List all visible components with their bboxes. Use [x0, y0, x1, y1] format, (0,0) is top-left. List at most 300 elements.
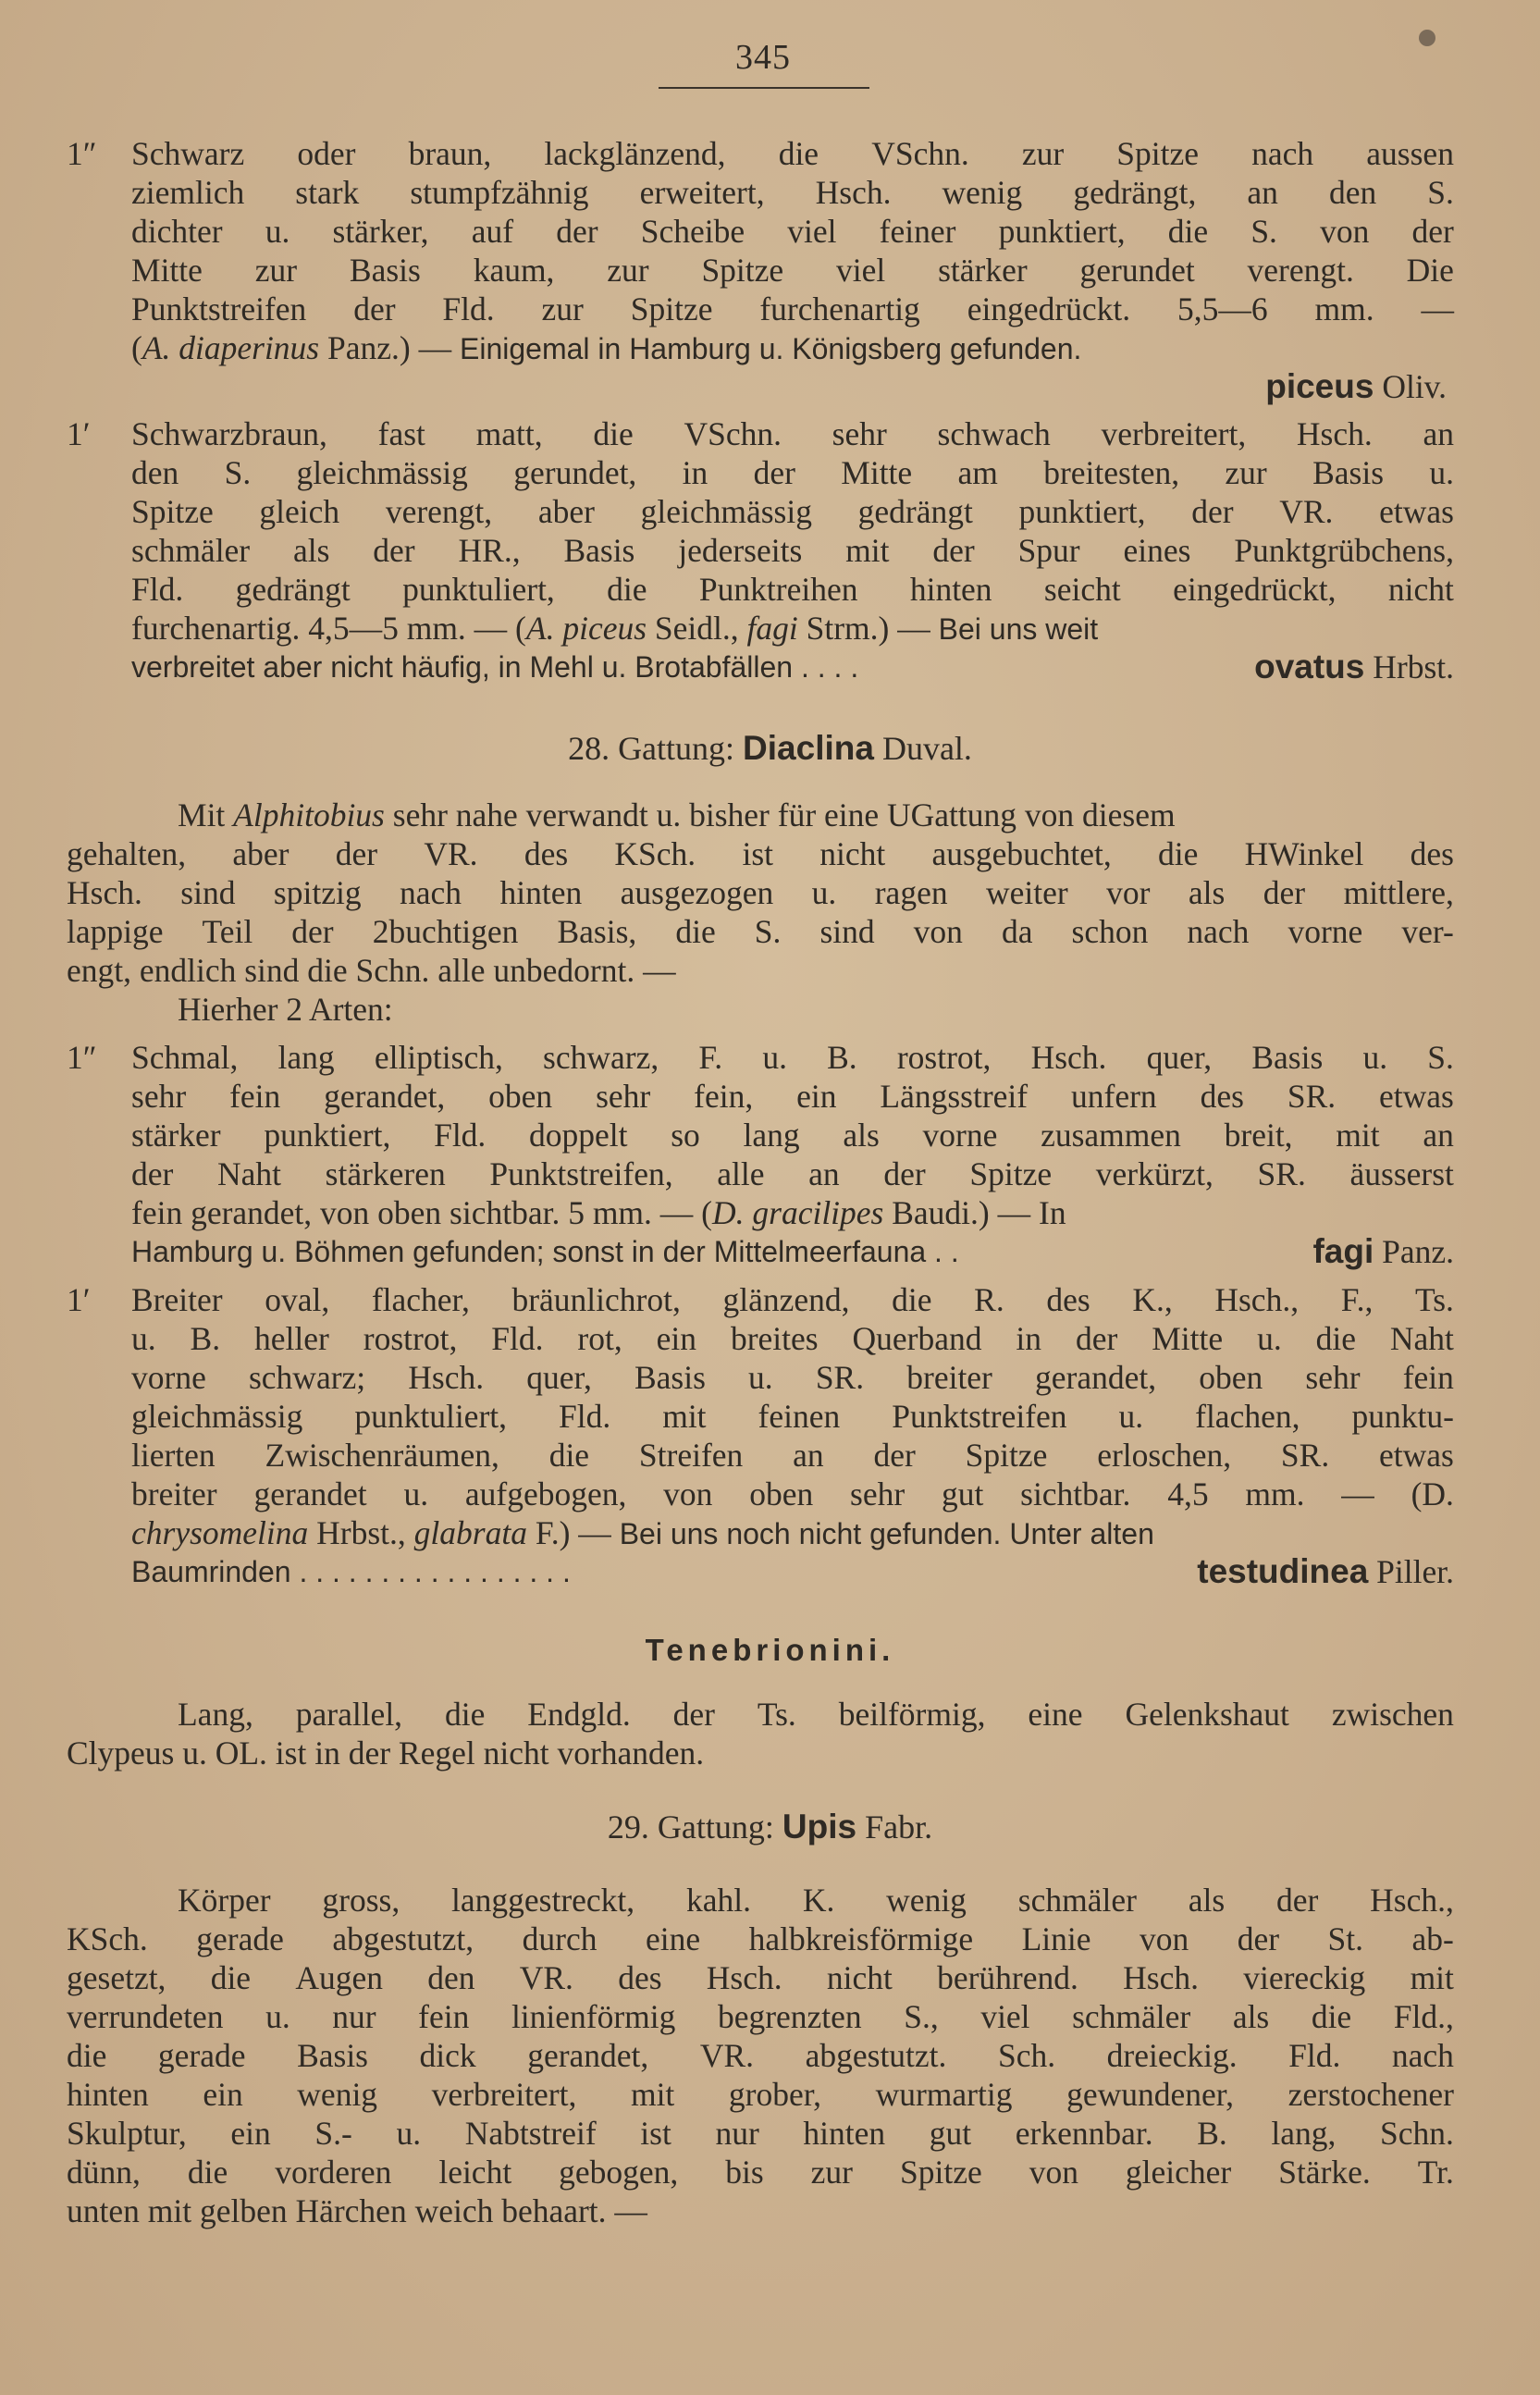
word: wenig: [886, 1882, 967, 1919]
word: seicht: [1043, 571, 1121, 608]
word: schwach: [937, 415, 1051, 452]
text-line: [131, 251, 1454, 290]
key-marker: 1′: [67, 415, 91, 452]
word: Spitze: [131, 493, 214, 530]
text-run: sehr nahe verwandt u. bisher für eine UGattung von diesem: [384, 796, 1176, 833]
word: gedrängt,: [1073, 174, 1197, 211]
word: ein: [230, 2115, 271, 2152]
text-line: unten mit gelben Härchen weich behaart. —: [67, 2192, 647, 2229]
word: nicht: [826, 1959, 893, 1996]
word: breiter: [131, 1475, 217, 1512]
word: Punktgrübchens,: [1234, 532, 1454, 569]
word: zur: [1225, 454, 1267, 491]
text-line: [67, 2153, 1454, 2191]
word: Punktstreifen: [131, 290, 307, 327]
word: gerandet: [253, 1475, 367, 1512]
word: schon: [1071, 913, 1149, 950]
word: den: [1328, 174, 1377, 211]
word: schmäler: [1017, 1882, 1137, 1919]
word: heller: [254, 1320, 329, 1357]
word: Teil: [202, 913, 253, 950]
word: VSchn.: [871, 135, 969, 172]
species-author: Oliv.: [1374, 368, 1447, 405]
word: breit,: [1224, 1117, 1293, 1154]
word: furchenartig: [759, 290, 920, 327]
word: u.: [1362, 1039, 1388, 1076]
word: die: [892, 1281, 932, 1318]
word: berührend.: [937, 1959, 1078, 1996]
word: gesetzt,: [67, 1959, 166, 1996]
word: dünn,: [67, 2154, 141, 2191]
word: KSch.: [614, 835, 696, 872]
word: Skulptur,: [67, 2115, 187, 2152]
text-run: Strm.) —: [797, 610, 939, 647]
word: glänzend,: [722, 1281, 850, 1318]
word: verrundeten: [67, 1998, 224, 2035]
word: zwischen: [1331, 1696, 1454, 1733]
word: gebogen,: [559, 2154, 679, 2191]
word: ragen: [874, 874, 948, 911]
word: B.: [190, 1320, 221, 1357]
genus-heading-upis: [0, 1808, 1540, 1846]
word: erweitert,: [639, 174, 765, 211]
key-entry-fagi: [67, 1038, 1454, 1271]
word: 2buchtigen: [372, 913, 519, 950]
key-marker: 1′: [67, 1281, 91, 1318]
text-line: [67, 2114, 1454, 2153]
word: erloschen,: [1097, 1437, 1232, 1474]
word: in: [682, 454, 708, 491]
word: stumpfzähnig: [410, 174, 589, 211]
word: des: [1410, 835, 1454, 872]
word: u.: [1118, 1398, 1144, 1435]
text-line: [131, 1319, 1454, 1358]
word: als: [1188, 1882, 1226, 1919]
word: aber: [232, 835, 290, 872]
word: Linie: [1021, 1920, 1091, 1957]
word: F.,: [1340, 1281, 1374, 1318]
word: Hsch.,: [1214, 1281, 1300, 1318]
word: der: [373, 532, 415, 569]
word: Ts.: [757, 1696, 796, 1733]
word: ausgezogen: [620, 874, 774, 911]
word: sehr: [1305, 1359, 1361, 1396]
word: mit: [1410, 1959, 1454, 1996]
word: Punktreihen: [698, 571, 858, 608]
word: Augen: [295, 1959, 383, 1996]
word: Hsch.: [67, 874, 142, 911]
word: verbreitert,: [431, 2076, 577, 2113]
word: u.: [811, 874, 837, 911]
word: etwas: [1379, 493, 1454, 530]
word: Schn.: [1380, 2115, 1454, 2152]
species-line: [131, 1552, 1454, 1591]
text-run: fein gerandet, von oben sichtbar. 5 mm. — (: [131, 1194, 712, 1231]
word: nach: [1187, 913, 1250, 950]
word: vorderen: [275, 2154, 392, 2191]
word: Basis: [297, 2037, 368, 2074]
word: Fld.: [442, 290, 495, 327]
word: der: [932, 532, 975, 569]
word: u.: [1429, 454, 1454, 491]
word: Mitte: [841, 454, 913, 491]
word: Naht: [1389, 1320, 1454, 1357]
ink-spot: [1419, 30, 1435, 46]
locality-note: Baumrinden . . . . . . . . . . . . . . . . .: [131, 1555, 571, 1588]
word: zusammen: [1041, 1117, 1181, 1154]
text-run: Hrbst.,: [308, 1514, 414, 1551]
genus-name: Diaclina: [743, 729, 874, 767]
species-name: testudinea: [1197, 1552, 1369, 1590]
word: stärker: [938, 252, 1028, 289]
word: Basis: [1251, 1039, 1324, 1076]
word: Naht: [217, 1155, 282, 1192]
word: jederseits: [678, 532, 803, 569]
word: an: [1423, 1117, 1454, 1154]
word: lang,: [1271, 2115, 1337, 2152]
word: punktuliert,: [402, 571, 555, 608]
word: mit: [662, 1398, 707, 1435]
word: bräunlichrot,: [511, 1281, 681, 1318]
species-line: [131, 367, 1454, 406]
word: gleichmässig: [640, 493, 812, 530]
word: rot,: [577, 1320, 622, 1357]
word: eine: [645, 1920, 701, 1957]
word: der: [335, 835, 378, 872]
word: Hsch.: [706, 1959, 782, 1996]
word: Schwarz: [131, 135, 245, 172]
word: Tr.: [1417, 2154, 1454, 2191]
word: u.: [748, 1359, 773, 1396]
synonym-name: glabrata: [413, 1514, 527, 1551]
word: 4,5: [1167, 1475, 1209, 1512]
word: quer,: [1146, 1039, 1213, 1076]
word: der: [1075, 1320, 1118, 1357]
word: als: [1232, 1998, 1270, 2035]
word: breiter: [906, 1359, 992, 1396]
word: Hsch.: [815, 174, 892, 211]
word: —: [1341, 1475, 1374, 1512]
word: der: [556, 213, 598, 250]
word: da: [1001, 913, 1033, 950]
word: fast: [377, 415, 425, 452]
word: ziemlich: [131, 174, 245, 211]
word: Fld.: [558, 1398, 611, 1435]
word: Hsch.: [408, 1359, 485, 1396]
word: dick: [419, 2037, 476, 2074]
word: Punktstreifen,: [489, 1155, 673, 1192]
word: nur: [715, 2115, 759, 2152]
text-line: Clypeus u. OL. ist in der Regel nicht vorhanden.: [67, 1735, 705, 1772]
word: die: [187, 2154, 228, 2191]
species-line: [131, 648, 1454, 686]
text-line: [131, 414, 1454, 453]
word: aufgebogen,: [464, 1475, 627, 1512]
genus-prefix: 29. Gattung:: [607, 1809, 782, 1846]
word: sind: [180, 874, 236, 911]
word: Streifen: [638, 1437, 744, 1474]
word: zur: [254, 252, 298, 289]
word: Basis: [1312, 454, 1385, 491]
word: u.: [1257, 1320, 1282, 1357]
text-line: [131, 134, 1454, 173]
word: Basis: [349, 252, 421, 289]
word: die: [1311, 1998, 1352, 2035]
genus-name: Upis: [782, 1808, 857, 1846]
word: wenig: [297, 2076, 378, 2113]
word: vorne: [922, 1117, 998, 1154]
word: die: [1157, 835, 1199, 872]
key-entry-ovatus: [67, 414, 1454, 686]
word: S.: [754, 913, 782, 950]
word: gerundet: [1079, 252, 1195, 289]
word: mm.: [1245, 1475, 1305, 1512]
word: an: [1423, 415, 1454, 452]
word: der: [873, 1437, 916, 1474]
word: gewundener,: [1066, 2076, 1235, 2113]
word: der: [291, 913, 334, 950]
word: etwas: [1379, 1078, 1454, 1115]
word: der: [1276, 1882, 1319, 1919]
text-run: (: [131, 329, 142, 366]
word: Basis: [634, 1359, 706, 1396]
word: an: [793, 1437, 824, 1474]
word: Hsch.: [1030, 1039, 1107, 1076]
word: Fld.: [491, 1320, 544, 1357]
word: K.,: [1132, 1281, 1173, 1318]
word: KSch.: [67, 1920, 148, 1957]
word: zur: [810, 2154, 854, 2191]
word: 5,5—6: [1177, 290, 1268, 327]
word: Mitte: [131, 252, 203, 289]
word: gut: [941, 1475, 984, 1512]
word: gedrängt: [235, 571, 351, 608]
word: —: [1421, 290, 1454, 327]
word: schmäler: [1072, 1998, 1191, 2035]
word: VR.: [1279, 493, 1334, 530]
word: nach: [400, 874, 462, 911]
word: punktiert,: [998, 213, 1126, 250]
word: alle: [717, 1155, 765, 1192]
word: matt,: [475, 415, 543, 452]
word: S.: [1427, 174, 1454, 211]
word: verengt.: [1247, 252, 1354, 289]
word: Gelenkshaut: [1125, 1696, 1289, 1733]
word: Spitze: [899, 2154, 982, 2191]
word: oval,: [265, 1281, 330, 1318]
word: R.: [974, 1281, 1004, 1318]
word: bis: [725, 2154, 764, 2191]
word: zur: [541, 290, 584, 327]
text-line: [131, 212, 1454, 251]
word: die: [1315, 1320, 1356, 1357]
word: Hsch.: [1123, 1959, 1199, 1996]
word: so: [671, 1117, 700, 1154]
word: S.: [224, 454, 252, 491]
word: ist: [742, 835, 773, 872]
word: die: [778, 135, 819, 172]
word: breitesten,: [1043, 454, 1180, 491]
word: viereckig: [1243, 1959, 1366, 1996]
text-line: [131, 173, 1454, 212]
text-line: [67, 873, 1454, 912]
word: Spitze: [1116, 135, 1200, 172]
word: der: [753, 454, 795, 491]
text-line: [131, 453, 1454, 492]
text-line: [131, 609, 1454, 648]
word: nicht: [1387, 571, 1454, 608]
word: halbkreisförmige: [748, 1920, 974, 1957]
word: stärker: [131, 1117, 221, 1154]
synonym-name: fagi: [746, 610, 798, 647]
word: lang: [743, 1117, 800, 1154]
text-line: [131, 328, 1454, 367]
word: Fld.: [1288, 2037, 1341, 2074]
word: durch: [522, 1920, 598, 1957]
word: Scheibe: [640, 213, 745, 250]
word: gleichmässig: [296, 454, 468, 491]
word: stärkeren: [325, 1155, 446, 1192]
word: zur: [607, 252, 649, 289]
word: von: [1139, 1920, 1189, 1957]
word: dreieckig.: [1106, 2037, 1238, 2074]
word: aussen: [1366, 135, 1454, 172]
word: Endgld.: [527, 1696, 631, 1733]
word: an: [1247, 174, 1278, 211]
word: von: [1029, 2154, 1078, 2191]
genus-author: Fabr.: [856, 1809, 933, 1846]
word: feiner: [879, 213, 956, 250]
word: Mitte: [1152, 1320, 1224, 1357]
word: elliptisch,: [374, 1039, 503, 1076]
text-run: furchenartig. 4,5—5 mm. — (: [131, 610, 526, 647]
word: viel: [836, 252, 886, 289]
word: langgestreckt,: [451, 1882, 635, 1919]
word: kahl.: [686, 1882, 751, 1919]
word: SR.: [1280, 1437, 1330, 1474]
word: des: [618, 1959, 662, 1996]
word: HR.,: [458, 532, 521, 569]
word: gerade: [157, 2037, 246, 2074]
locality-note: Bei uns weit: [938, 612, 1099, 646]
word: oben: [488, 1078, 553, 1115]
word: nicht: [819, 835, 886, 872]
text-run: Mit: [178, 796, 234, 833]
word: von: [663, 1475, 713, 1512]
word: eingedrückt,: [1173, 571, 1337, 608]
text-run: Seidl.,: [647, 610, 747, 647]
word: Ts.: [1415, 1281, 1454, 1318]
word: sehr: [850, 1475, 906, 1512]
word: gerandet,: [1035, 1359, 1157, 1396]
genus-description-upis: [67, 1881, 1454, 2230]
word: zerstochener: [1287, 2076, 1454, 2113]
genus-prefix: 28. Gattung:: [568, 730, 744, 767]
word: u.: [131, 1320, 156, 1357]
word: Hsch.: [1296, 415, 1373, 452]
text-line: [131, 1077, 1454, 1116]
word: VR.: [699, 2037, 755, 2074]
page-number: 345: [735, 38, 791, 77]
key-marker: 1″: [67, 135, 97, 172]
tribe-heading: Tenebrionini.: [645, 1633, 895, 1667]
text-line: [131, 531, 1454, 570]
word: verengt,: [385, 493, 493, 530]
word: SR.: [815, 1359, 865, 1396]
word: ein: [656, 1320, 697, 1357]
word: hinten: [499, 874, 583, 911]
word: den: [131, 454, 179, 491]
word: gehalten,: [67, 835, 187, 872]
word: sehr: [832, 415, 887, 452]
text-run: Baudi.) — In: [883, 1194, 1066, 1231]
word: punktu-: [1351, 1398, 1454, 1435]
synonym-name: chrysomelina: [131, 1514, 309, 1551]
word: von: [913, 913, 963, 950]
text-line: [67, 2036, 1454, 2075]
word: der: [1191, 493, 1234, 530]
text-line: [67, 1997, 1454, 2036]
word: der: [672, 1696, 715, 1733]
word: des: [1046, 1281, 1090, 1318]
word: Stärke.: [1278, 2154, 1371, 2191]
word: gerandet,: [324, 1078, 446, 1115]
word: am: [957, 454, 998, 491]
word: kaum,: [473, 252, 555, 289]
word: fein,: [694, 1078, 754, 1115]
word: die: [444, 1696, 486, 1733]
word: unfern: [1071, 1078, 1157, 1115]
text-line: [131, 1038, 1454, 1077]
word: rostrot,: [896, 1039, 992, 1076]
word: Längsstreif: [880, 1078, 1029, 1115]
word: abgestutzt.: [805, 2037, 947, 2074]
text-run: Panz.) —: [319, 329, 460, 366]
word: HWinkel: [1244, 835, 1364, 872]
tribe-description: [67, 1695, 1454, 1772]
word: gerundet,: [513, 454, 637, 491]
key-entry-testudinea: [67, 1280, 1454, 1591]
word: u.: [265, 213, 290, 250]
word: punktiert,: [1018, 493, 1146, 530]
word: SR.: [1257, 1155, 1306, 1192]
word: sichtbar.: [1020, 1475, 1131, 1512]
word: St.: [1327, 1920, 1364, 1957]
text-line: [67, 834, 1454, 873]
text-line: [131, 570, 1454, 609]
word: linienförmig: [511, 1998, 676, 2035]
word: schmäler: [131, 532, 251, 569]
text-line: [67, 2075, 1454, 2114]
word: mit: [845, 532, 890, 569]
word: vorne: [131, 1359, 206, 1396]
word: gerade: [196, 1920, 284, 1957]
key-marker: 1″: [67, 1039, 97, 1076]
word: ist: [640, 2115, 671, 2152]
text-line: [131, 290, 1454, 328]
word: hinten: [67, 2076, 149, 2113]
word: verbreitert,: [1101, 415, 1247, 452]
word: grober,: [728, 2076, 821, 2113]
word: Hsch.,: [1370, 1882, 1454, 1919]
word: des: [524, 835, 569, 872]
word: breites: [730, 1320, 819, 1357]
word: ein: [796, 1078, 837, 1115]
word: spitzig: [273, 874, 362, 911]
text-line: [67, 1881, 1454, 1920]
word: mit: [1336, 1117, 1380, 1154]
locality-note: verbreitet aber nicht häufig, in Mehl u. Brotabfällen . . . .: [131, 650, 859, 684]
